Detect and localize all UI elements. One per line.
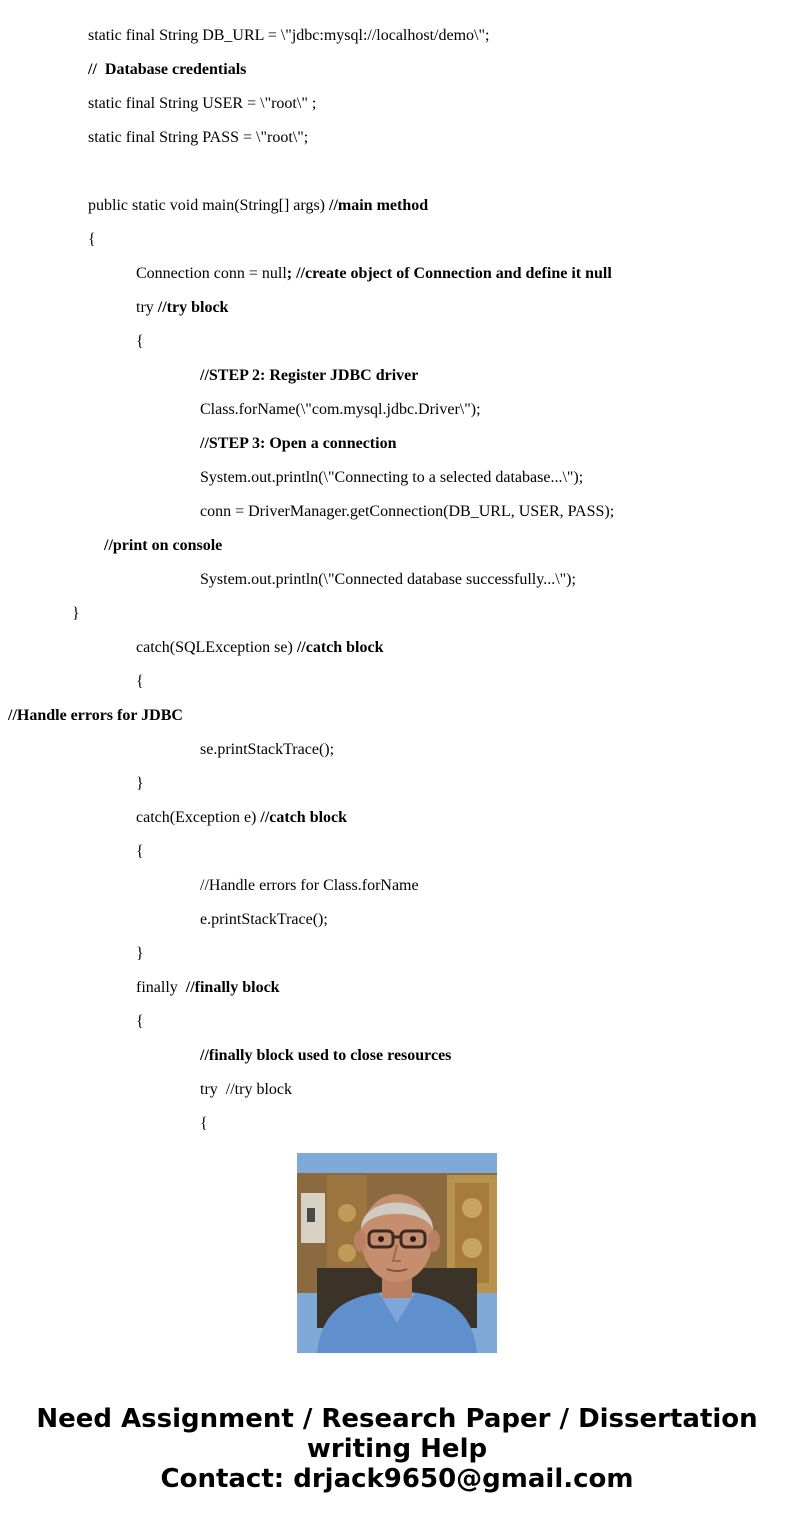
code-line: e.printStackTrace(); [200,911,328,928]
promo-line-1: Need Assignment / Research Paper / Dissertation [36,1404,758,1434]
person-photo-icon [297,1153,497,1353]
code-line: try //try block [200,1081,292,1098]
code-line: static final String USER = \"root\" ; [88,95,317,112]
code-line: { [136,1013,144,1030]
code-line: finally //finally block [136,979,280,996]
code-line: try //try block [136,299,229,316]
code-line: // Database credentials [88,61,247,78]
code-line: } [136,775,144,792]
code-line: catch(SQLException se) //catch block [136,639,384,656]
promo-contact: Contact: drjack9650@gmail.com [160,1464,634,1494]
code-line: { [136,843,144,860]
code-line: } [136,945,144,962]
code-line: //finally block used to close resources [200,1047,452,1064]
code-line: //Handle errors for Class.forName [200,877,419,894]
code-line: System.out.println(\"Connecting to a selected database...\"); [200,469,584,486]
code-line: //print on console [104,537,223,554]
code-line: //Handle errors for JDBC [8,707,183,724]
code-line: catch(Exception e) //catch block [136,809,348,826]
code-line: Class.forName(\"com.mysql.jdbc.Driver\"); [200,401,481,418]
code-line: { [88,231,96,248]
code-line: //STEP 3: Open a connection [200,435,397,452]
code-line: { [136,333,144,350]
code-line: //STEP 2: Register JDBC driver [200,367,419,384]
code-line: } [72,605,80,622]
code-line: static final String DB_URL = \"jdbc:mysql://localhost/demo\"; [88,27,490,44]
code-line: conn = DriverManager.getConnection(DB_URL, USER, PASS); [200,503,615,520]
code-line: Connection conn = null; //create object of Connection and define it null [136,265,612,282]
avatar [297,1153,497,1353]
code-line: public static void main(String[] args) //main method [88,197,429,214]
code-line: { [200,1115,208,1132]
code-line: { [136,673,144,690]
code-line: se.printStackTrace(); [200,741,335,758]
promo-line-2: writing Help [306,1434,488,1464]
code-line: static final String PASS = \"root\"; [88,129,309,146]
code-line: System.out.println(\"Connected database successfully...\"); [200,571,576,588]
